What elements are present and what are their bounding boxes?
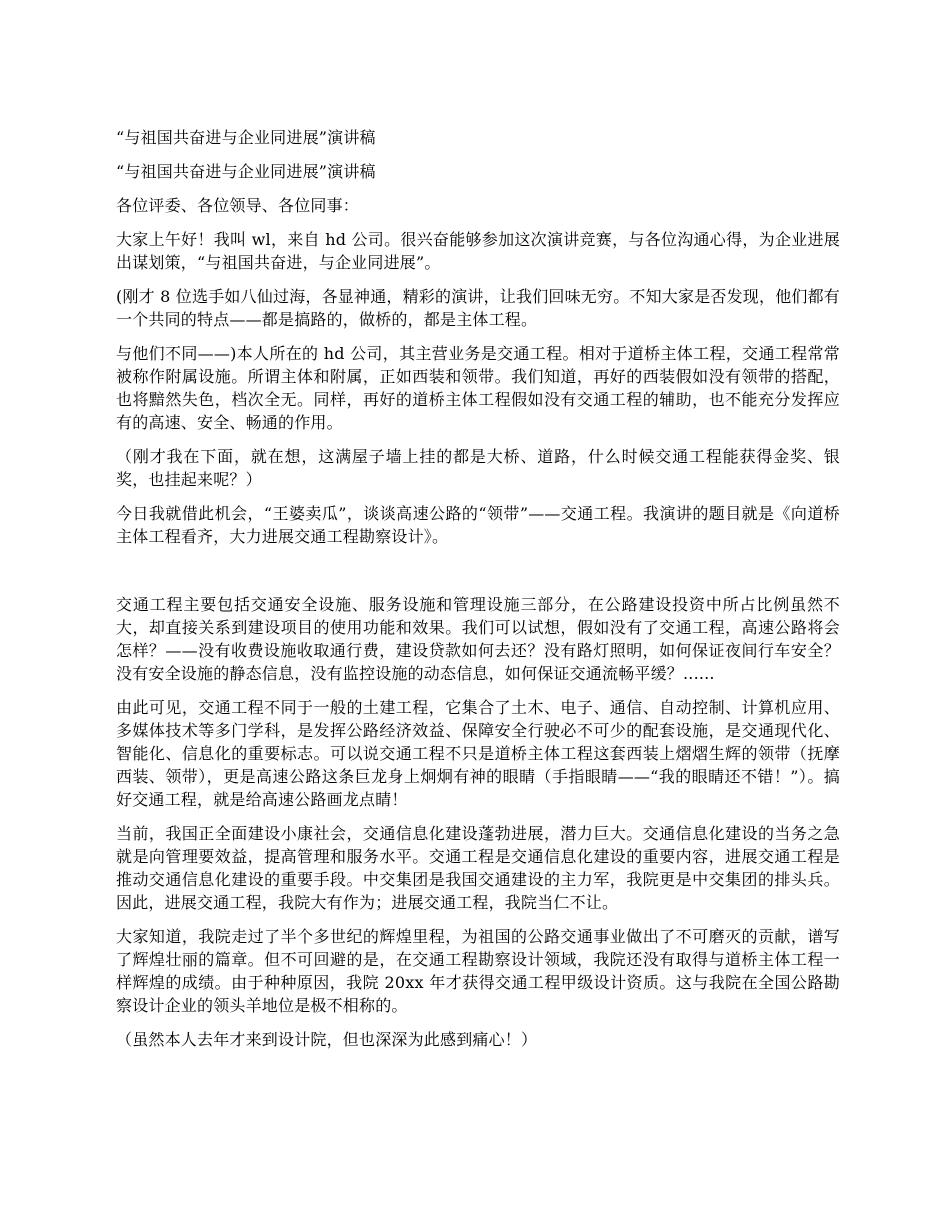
document-subtitle: “与祖国共奋进与企业同进展”演讲稿: [116, 162, 376, 181]
paragraph-aside-awards: （刚才我在下面，就在想，这满屋子墙上挂的都是大桥、道路，什么时候交通工程能获得金奖、银奖，也挂起来呢？）: [116, 447, 840, 489]
paragraph-informatization: 当前，我国正全面建设小康社会，交通信息化建设蓬勃进展，潜力巨大。交通信息化建设的当务之急就是向管理要效益，提高管理和服务水平。交通工程是交通信息化建设的重要内容，进展交通工程是推动交通信息化建设的重要手段。中交集团是我国交通建设的主力军，我院更是中交集团的排头兵。因此，进展交通工程，我院大有作为；进展交通工程，我院当仁不让。: [116, 824, 840, 912]
paragraph-speech-topic: 今日我就借此机会，“王婆卖瓜”，谈谈高速公路的“领带”——交通工程。我演讲的题目就是《向道桥主体工程看齐，大力进展交通工程勘察设计》。: [116, 504, 840, 546]
paragraph-traffic-engineering-importance: 由此可见，交通工程不同于一般的土建工程，它集合了土木、电子、通信、自动控制、计算机应用、多媒体技术等多门学科，是发挥公路经济效益、保障安全行驶必不可少的配套设施，是交通现代化、智能化、信息化的重要标志。可以说交通工程不只是道桥主体工程这套西装上熠熠生辉的领带（抚摩西装、领带），更是高速公路这条巨龙身上炯炯有神的眼睛（手指眼睛——“我的眼睛还不错！”）。搞好交通工程，就是给高速公路画龙点睛！: [116, 698, 840, 809]
paragraph-previous-speakers: (刚才 8 位选手如八仙过海，各显神通，精彩的演讲，让我们回味无穷。不知大家是否发现，他们都有一个共同的特点——都是搞路的，做桥的，都是主体工程。: [116, 287, 840, 329]
paragraph-aside-regret: （虽然本人去年才来到设计院，但也深深为此感到痛心！）: [116, 1030, 538, 1049]
document-title: “与祖国共奋进与企业同进展”演讲稿: [116, 128, 376, 147]
paragraph-greeting: 大家上午好！我叫 wl，来自 hd 公司。很兴奋能够参加这次演讲竞赛，与各位沟通心得，为企业进展出谋划策，“与祖国共奋进，与企业同进展”。: [116, 230, 840, 272]
paragraph-company-intro: 与他们不同——)本人所在的 hd 公司，其主营业务是交通工程。相对于道桥主体工程，交通工程常常被称作附属设施。所谓主体和附属，正如西装和领带。我们知道，再好的西装假如没有领带的搭配，也将黯然失色，档次全无。同样，再好的道桥主体工程假如没有交通工程的辅助，也不能充分发挥应有的高速、安全、畅通的作用。: [116, 344, 840, 432]
paragraph-institute-history: 大家知道，我院走过了半个多世纪的辉煌里程，为祖国的公路交通事业做出了不可磨灭的贡献，谱写了辉煌壮丽的篇章。但不可回避的是，在交通工程勘察设计领域，我院还没有取得与道桥主体工程一样辉煌的成绩。由于种种原因，我院 20xx 年才获得交通工程甲级设计资质。这与我院在全国公路勘察设计企业的领头羊地位是极不相称的。: [116, 927, 840, 1015]
section-gap: [116, 559, 840, 593]
salutation: 各位评委、各位领导、各位同事：: [116, 196, 360, 215]
document-body: [116, 126, 840, 1062]
paragraph-traffic-engineering-scope: 交通工程主要包括交通安全设施、服务设施和管理设施三部分，在公路建设投资中所占比例虽然不大，却直接关系到建设项目的使用功能和效果。我们可以试想，假如没有了交通工程，高速公路将会怎样？——没有收费设施收取通行费，建设贷款如何去还？没有路灯照明，如何保证夜间行车安全？没有安全设施的静态信息，没有监控设施的动态信息，如何保证交通流畅平缓？......: [116, 595, 840, 683]
